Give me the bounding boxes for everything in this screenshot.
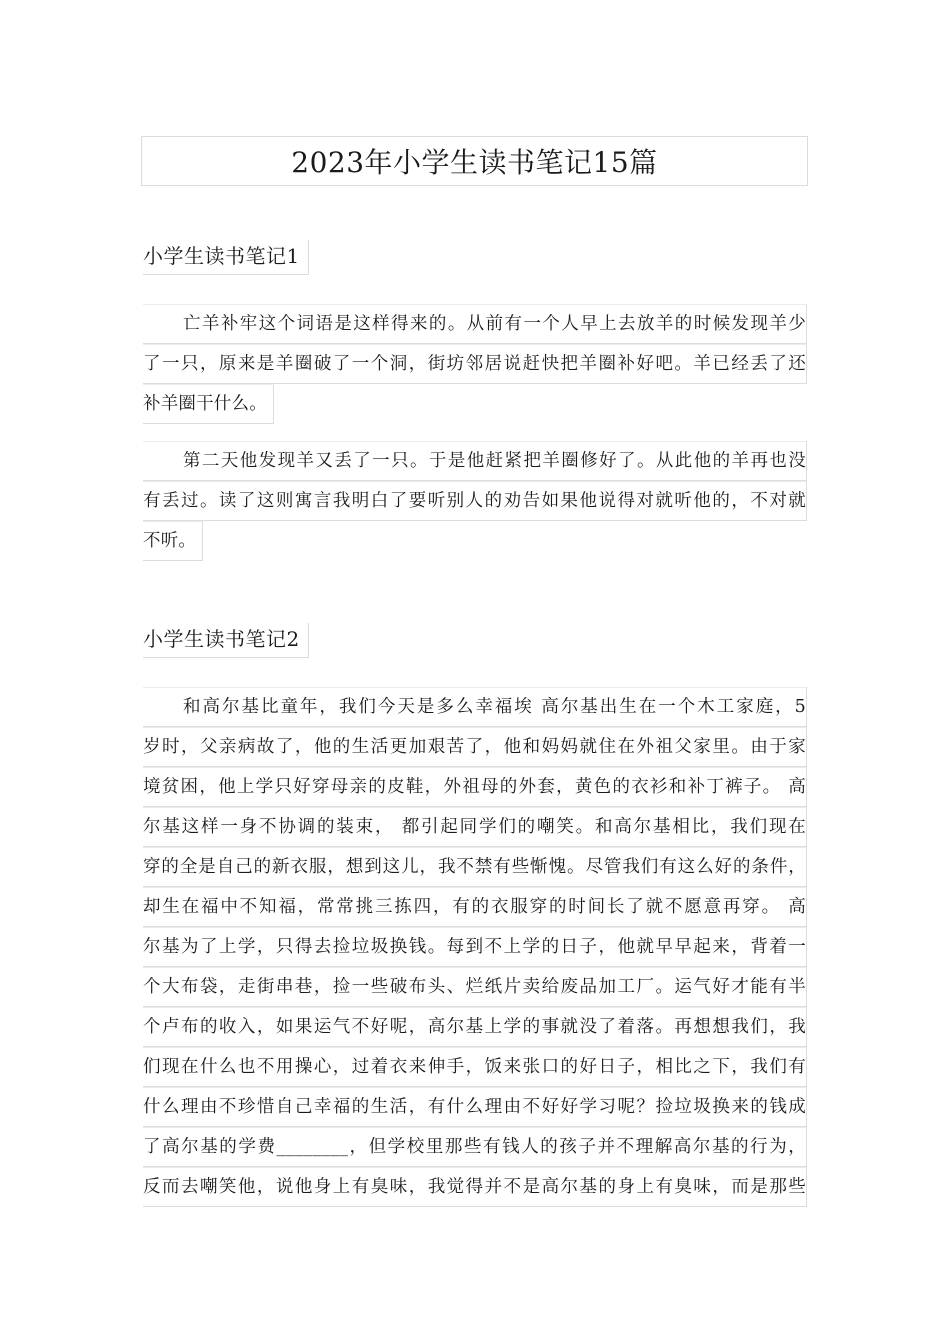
text-line: 穿的全是自己的新衣服，想到这儿，我不禁有些惭愧。尽管我们有这么好的条件， bbox=[143, 847, 807, 887]
text-line: 反而去嘲笑他，说他身上有臭味，我觉得并不是高尔基的身上有臭味，而是那些 bbox=[143, 1167, 807, 1207]
text-line: 了一只，原来是羊圈破了一个洞，街坊邻居说赶快把羊圈补好吧。羊已经丢了还 bbox=[143, 344, 807, 384]
text-line: 尔基这样一身不协调的装束， 都引起同学们的嘲笑。和高尔基相比，我们现在 bbox=[143, 807, 807, 847]
section-heading-2: 小学生读书笔记2 bbox=[143, 623, 309, 658]
text-line: 岁时，父亲病故了，他的生活更加艰苦了，他和妈妈就住在外祖父家里。由于家 bbox=[143, 727, 807, 767]
text-line: 第二天他发现羊又丢了一只。于是他赶紧把羊圈修好了。从此他的羊再也没 bbox=[143, 441, 807, 481]
paragraph-1-2 bbox=[143, 441, 807, 565]
paragraph-1-1 bbox=[143, 304, 807, 428]
text-line: 了高尔基的学费________，但学校里那些有钱人的孩子并不理解高尔基的行为， bbox=[143, 1127, 807, 1167]
page-title: 2023年小学生读书笔记15篇 bbox=[141, 136, 808, 186]
text-line: 什么理由不珍惜自己幸福的生活，有什么理由不好好学习呢？捡垃圾换来的钱成 bbox=[143, 1087, 807, 1127]
text-line: 却生在福中不知福，常常挑三拣四，有的衣服穿的时间长了就不愿意再穿。 高 bbox=[143, 887, 807, 927]
text-line: 补羊圈干什么。 bbox=[143, 384, 274, 424]
text-line: 和高尔基比童年，我们今天是多么幸福埃 高尔基出生在一个木工家庭，5 bbox=[143, 687, 807, 727]
text-line: 们现在什么也不用操心，过着衣来伸手，饭来张口的好日子，相比之下，我们有 bbox=[143, 1047, 807, 1087]
text-line: 尔基为了上学，只得去捡垃圾换钱。每到不上学的日子，他就早早起来，背着一 bbox=[143, 927, 807, 967]
paragraph-2-1 bbox=[143, 687, 807, 1207]
text-line: 个大布袋，走街串巷，捡一些破布头、烂纸片卖给废品加工厂。运气好才能有半 bbox=[143, 967, 807, 1007]
text-line: 不听。 bbox=[143, 521, 203, 561]
text-line: 亡羊补牢这个词语是这样得来的。从前有一个人早上去放羊的时候发现羊少 bbox=[143, 304, 807, 344]
text-line: 境贫困，他上学只好穿母亲的皮鞋，外祖母的外套，黄色的衣衫和补丁裤子。 高 bbox=[143, 767, 807, 807]
section-heading-1: 小学生读书笔记1 bbox=[143, 240, 309, 275]
text-line: 有丢过。读了这则寓言我明白了要听别人的劝告如果他说得对就听他的，不对就 bbox=[143, 481, 807, 521]
text-line: 个卢布的收入，如果运气不好呢，高尔基上学的事就没了着落。再想想我们，我 bbox=[143, 1007, 807, 1047]
